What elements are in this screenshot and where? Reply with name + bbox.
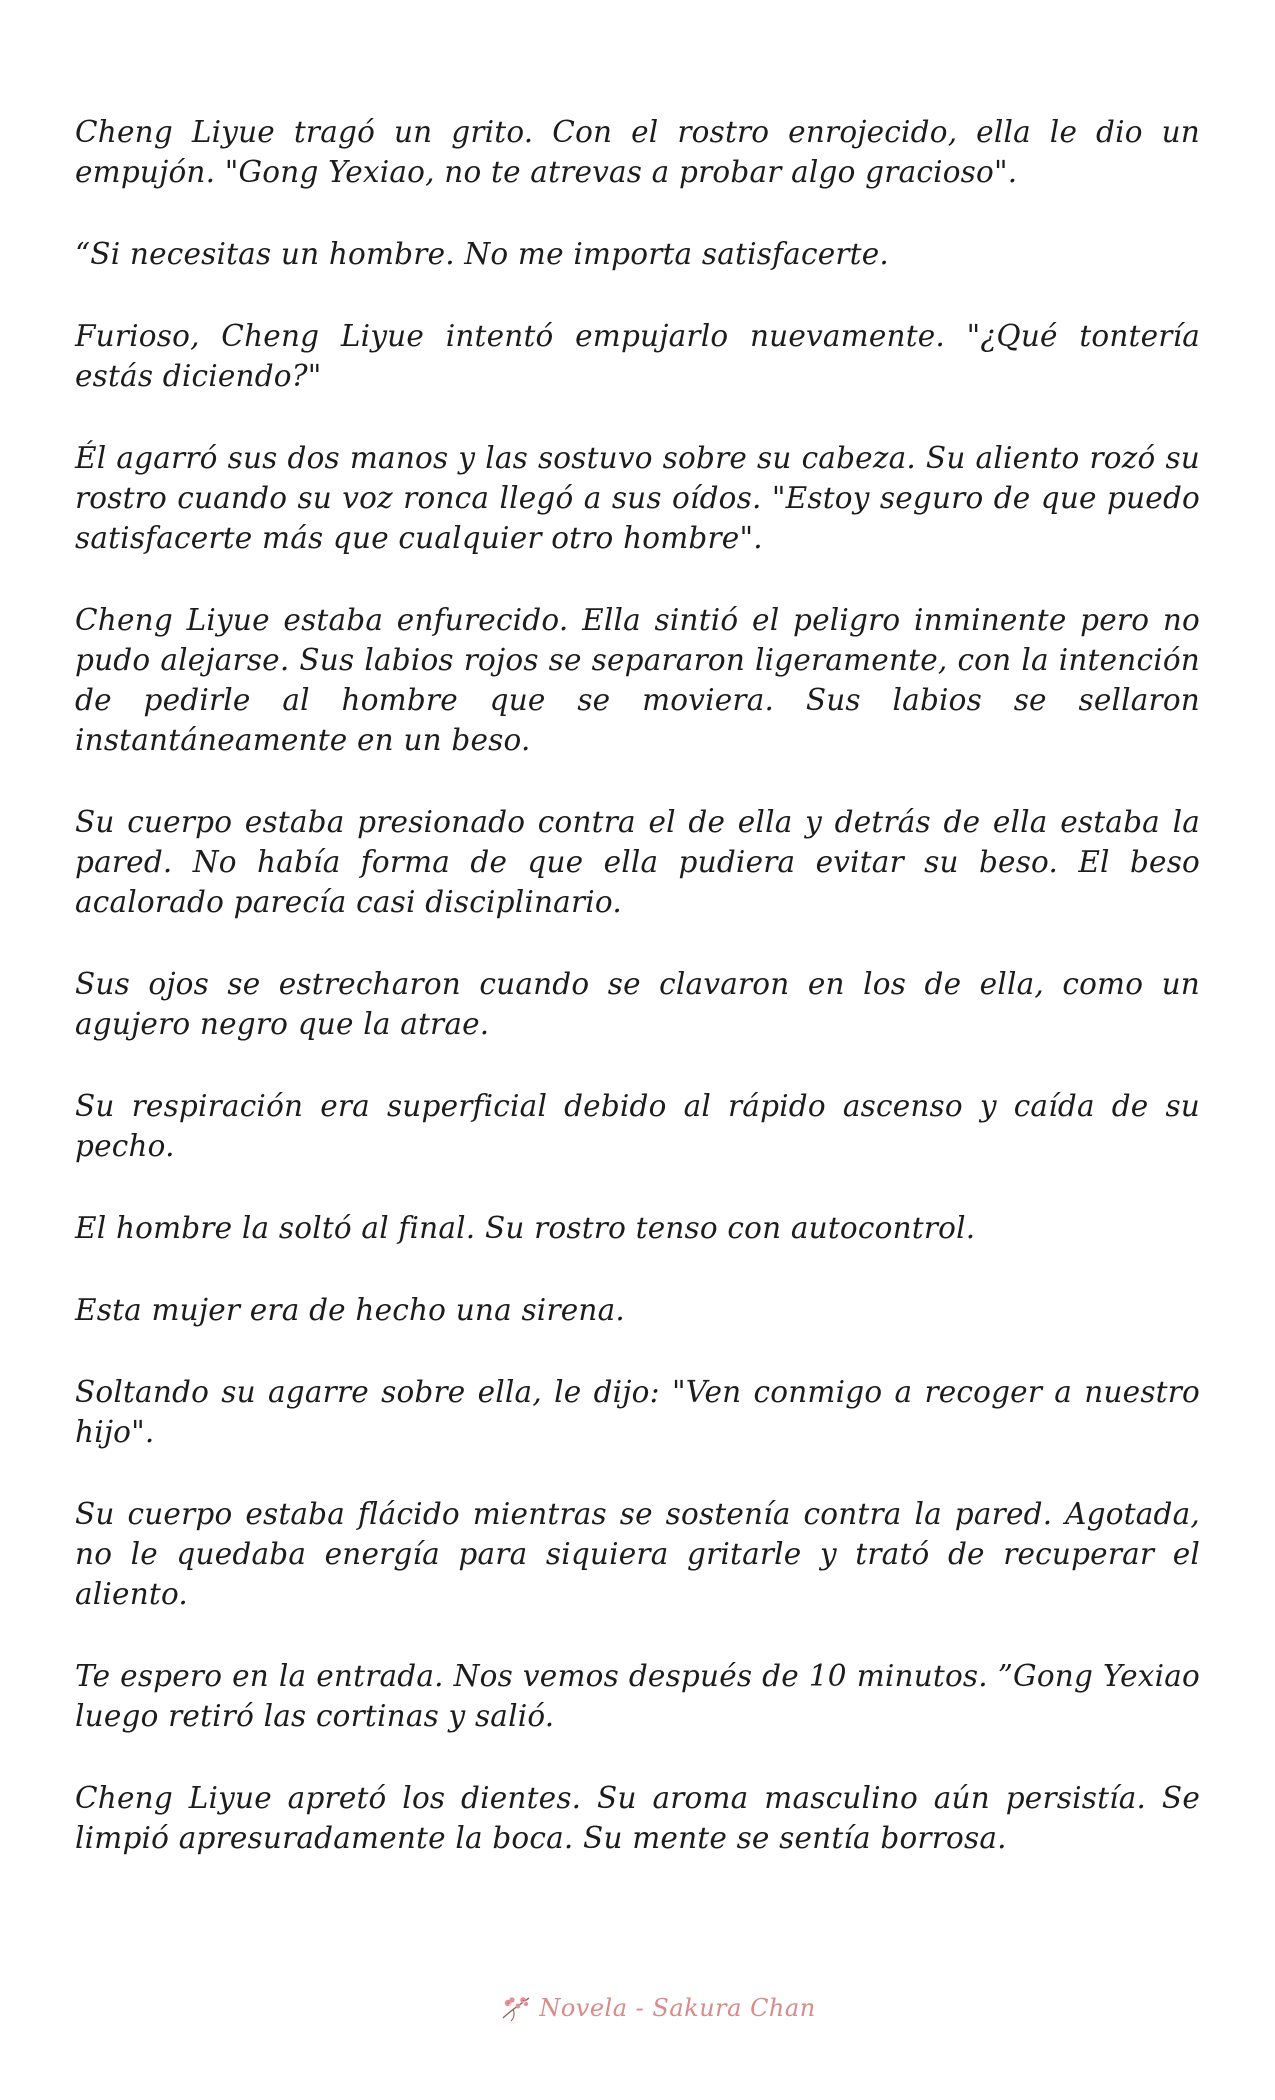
paragraph-13: Te espero en la entrada. Nos vemos después de 10 minutos. ”Gong Yexiao luego retiró las cortinas y salió. [75,1659,1200,1733]
paragraph-4: Él agarró sus dos manos y las sostuvo sobre su cabeza. Su aliento rozó su rostro cuando su voz ronca llegó a sus oídos. "Estoy seguro de que puedo satisfacerte más que cualquier otro hombre". [75,441,1200,555]
paragraph-7: Sus ojos se estrecharon cuando se clavaron en los de ella, como un agujero negro que la atrae. [75,967,1200,1041]
paragraph-2: “Si necesitas un hombre. No me importa satisfacerte. [75,237,889,271]
footer-brand [499,1992,815,2024]
story-body [75,112,1200,1900]
paragraph-11: Soltando su agarre sobre ella, le dijo: "Ven conmigo a recoger a nuestro hijo". [75,1375,1200,1449]
footer-watermark [0,1983,1275,2033]
paragraph-6: Su cuerpo estaba presionado contra el de ella y detrás de ella estaba la pared. No había forma de que ella pudiera evitar su beso. El beso acalorado parecía casi disciplinario. [75,805,1200,919]
paragraph-9: El hombre la soltó al final. Su rostro tenso con autocontrol. [75,1211,976,1245]
paragraph-10: Esta mujer era de hecho una sirena. [75,1293,625,1327]
paragraph-3: Furioso, Cheng Liyue intentó empujarlo nuevamente. "¿Qué tontería estás diciendo?" [75,319,1200,393]
paragraph-1: Cheng Liyue tragó un grito. Con el rostro enrojecido, ella le dio un empujón. "Gong Yexiao, no te atrevas a probar algo gracioso". [75,115,1200,189]
footer-text: Novela - Sakura Chan [539,1994,816,2022]
cherry-blossom-icon [499,1992,533,2024]
paragraph-8: Su respiración era superficial debido al rápido ascenso y caída de su pecho. [75,1089,1200,1163]
paragraph-5: Cheng Liyue estaba enfurecido. Ella sintió el peligro inminente pero no pudo alejarse. Sus labios rojos se separaron ligeramente, con la intención de pedirle al hombre que se moviera. Sus labios se sellaron instantáneamente en un beso. [75,603,1200,757]
paragraph-14: Cheng Liyue apretó los dientes. Su aroma masculino aún persistía. Se limpió apresuradamente la boca. Su mente se sentía borrosa. [75,1781,1200,1855]
paragraph-12: Su cuerpo estaba flácido mientras se sostenía contra la pared. Agotada, no le quedaba energía para siquiera gritarle y trató de recuperar el aliento. [75,1497,1200,1611]
